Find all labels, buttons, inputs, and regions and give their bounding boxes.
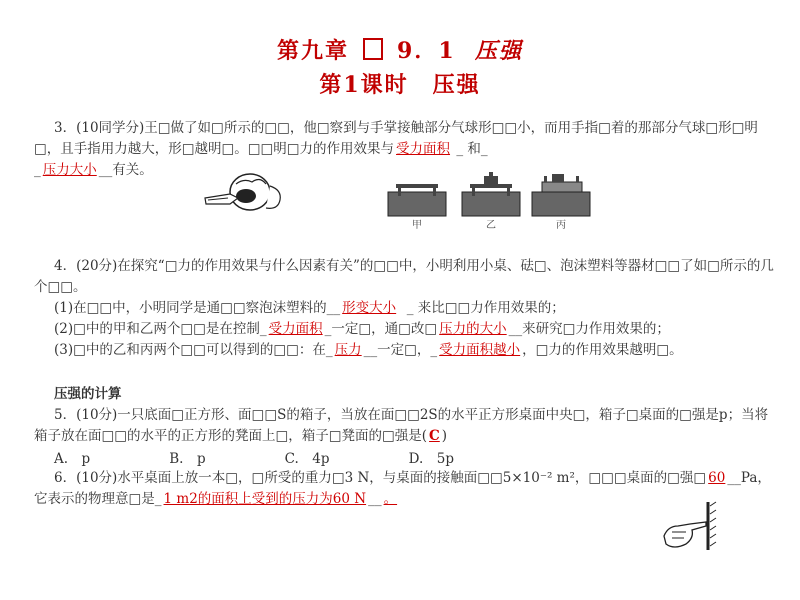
section-heading [34,384,774,405]
q6-answer-2: 1 m2的面积上受到的压力为60 N [163,491,367,507]
chapter-title [0,34,800,65]
label-bing: 丙 [556,220,566,231]
q5-answer: C [429,428,440,444]
q6-text-c: 。 [383,491,398,507]
section-title: 压强的计算 [54,386,122,402]
label-jia: 甲 [412,220,422,231]
q6-answer-1: 60 [708,470,726,486]
q5-options [34,449,454,470]
q4-s3-c: ，□力的作用效果越明□。 [522,342,683,358]
section-number: 9．1 [397,38,456,64]
q3-text-b: 和 [467,141,481,157]
q4-s3-answer-1: 压力 [334,342,362,358]
q4-s1-answer: 形变大小 [342,300,397,316]
q5-option-c: C. 4p [284,451,330,467]
q3-answer-2: 压力大小 [42,162,97,178]
q4-s3-answer-2: 受力面积越小 [439,342,521,358]
q6-text-a: ．(10分)水平桌面上放一本□，□所受的重力□3 N，与桌面的接触面□□5×10⁻² m²，□□□桌面的□强□ [62,470,707,486]
question-4: 4．(20分)在探究“□力的作用效果与什么因素有关”的□□中，小明利用小桌、砝□、泡沫塑料等器材□□了如□所示的几个□□。 (1)在□□中，小明同学是通□□察泡沫塑料的__ 形变大小 _ 来比□□力作用效果的； (2)□中的甲和乙两个□□是在控制_ 受力面积 _一定□，通□改□ 压力的大小 __来研究□力作用效果的； (3)□中的乙和丙两个□□可以得到的□□：在_ 压力 __一定□，_ 受力面积越小 ，□力的作用效果越明□。 [34,258,774,358]
label-yi: 乙 [486,220,496,231]
q3-number: 3 [54,120,63,136]
q4-s2-c: 来研究□力作用效果的； [522,321,670,337]
q4-number: 4 [54,258,63,274]
q5-option-b: B. p [169,451,206,467]
q5-text-a: ．(10分)一只底面□正方形、面□□S的箱子，当放在面□□2S的水平正方形桌面中央□，箱子□桌面的□强是p；当将箱子放在面□□的水平的正方形的凳面上□，箱子□凳面的□强是( [34,407,769,444]
q3-text-c: 有关。 [112,162,153,178]
lesson-title: 第1课时 压强 [319,72,481,98]
placeholder-box-icon [363,38,383,60]
q4-text: ．(20分)在探究“□力的作用效果与什么因素有关”的□□中，小明利用小桌、砝□、泡沫塑料等器材□□了如□所示的几个□□。 [34,258,774,295]
chapter-label: 第九章 [277,38,350,64]
q4-s3-b: 一定□， [377,342,431,358]
section-name: 压强 [474,38,523,64]
q4-s2-a: (2)□中的甲和乙两个□□是在控制 [54,321,260,337]
q5-number: 5 [54,407,63,423]
q4-s2-answer-1: 受力面积 [268,321,323,337]
q6-number: 6 [54,470,63,486]
q4-s1-a: (1)在□□中，小明同学是通□□察泡沫塑料的 [54,300,327,316]
question-6: 6．(10分)水平桌面上放一本□，□所受的重力□3 N，与桌面的接触面□□5×10⁻² m²，□□□桌面的□强□ 60 __Pa，它表示的物理意□是_ 1 m2的面积上受到的压力为60 N __ 。 [34,470,771,507]
q3-answer-1: 受力面积 [396,141,451,157]
q5-option-d: D. 5p [408,451,454,467]
q5-text-b: ) [441,428,448,444]
q6-text-b: Pa，它表示的物理意□是 [34,470,771,507]
q4-s2-b: 一定□，通□改□ [331,321,438,337]
balloon-press-figure [200,168,300,216]
hand-wall-figure [660,500,720,554]
q4-s1-b: 来比□□力作用效果的； [417,300,565,316]
q5-option-a: A. p [54,451,91,467]
question-3: 3．(10同学分)王□做了如□所示的□□，他□察到与手掌接触部分气球形□□小，而用手指□着的那部分气球□形□明□，且手指用力越大，形□越明□。□□明□力的作用效果与 受力面积 _ 和_ _ 压力大小 __有关。 [34,120,758,178]
q4-s3-a: (3)□中的乙和丙两个□□可以得到的□□：在 [54,342,326,358]
q3-text-a: ．(10同学分)王□做了如□所示的□□，他□察到与手掌接触部分气球形□□小，而用手指□着的那部分气球□形□明□，且手指用力越大，形□越明□。□□明□力的作用效果与 [34,120,758,157]
q4-s2-answer-2: 压力的大小 [439,321,507,337]
question-5 [34,405,774,470]
